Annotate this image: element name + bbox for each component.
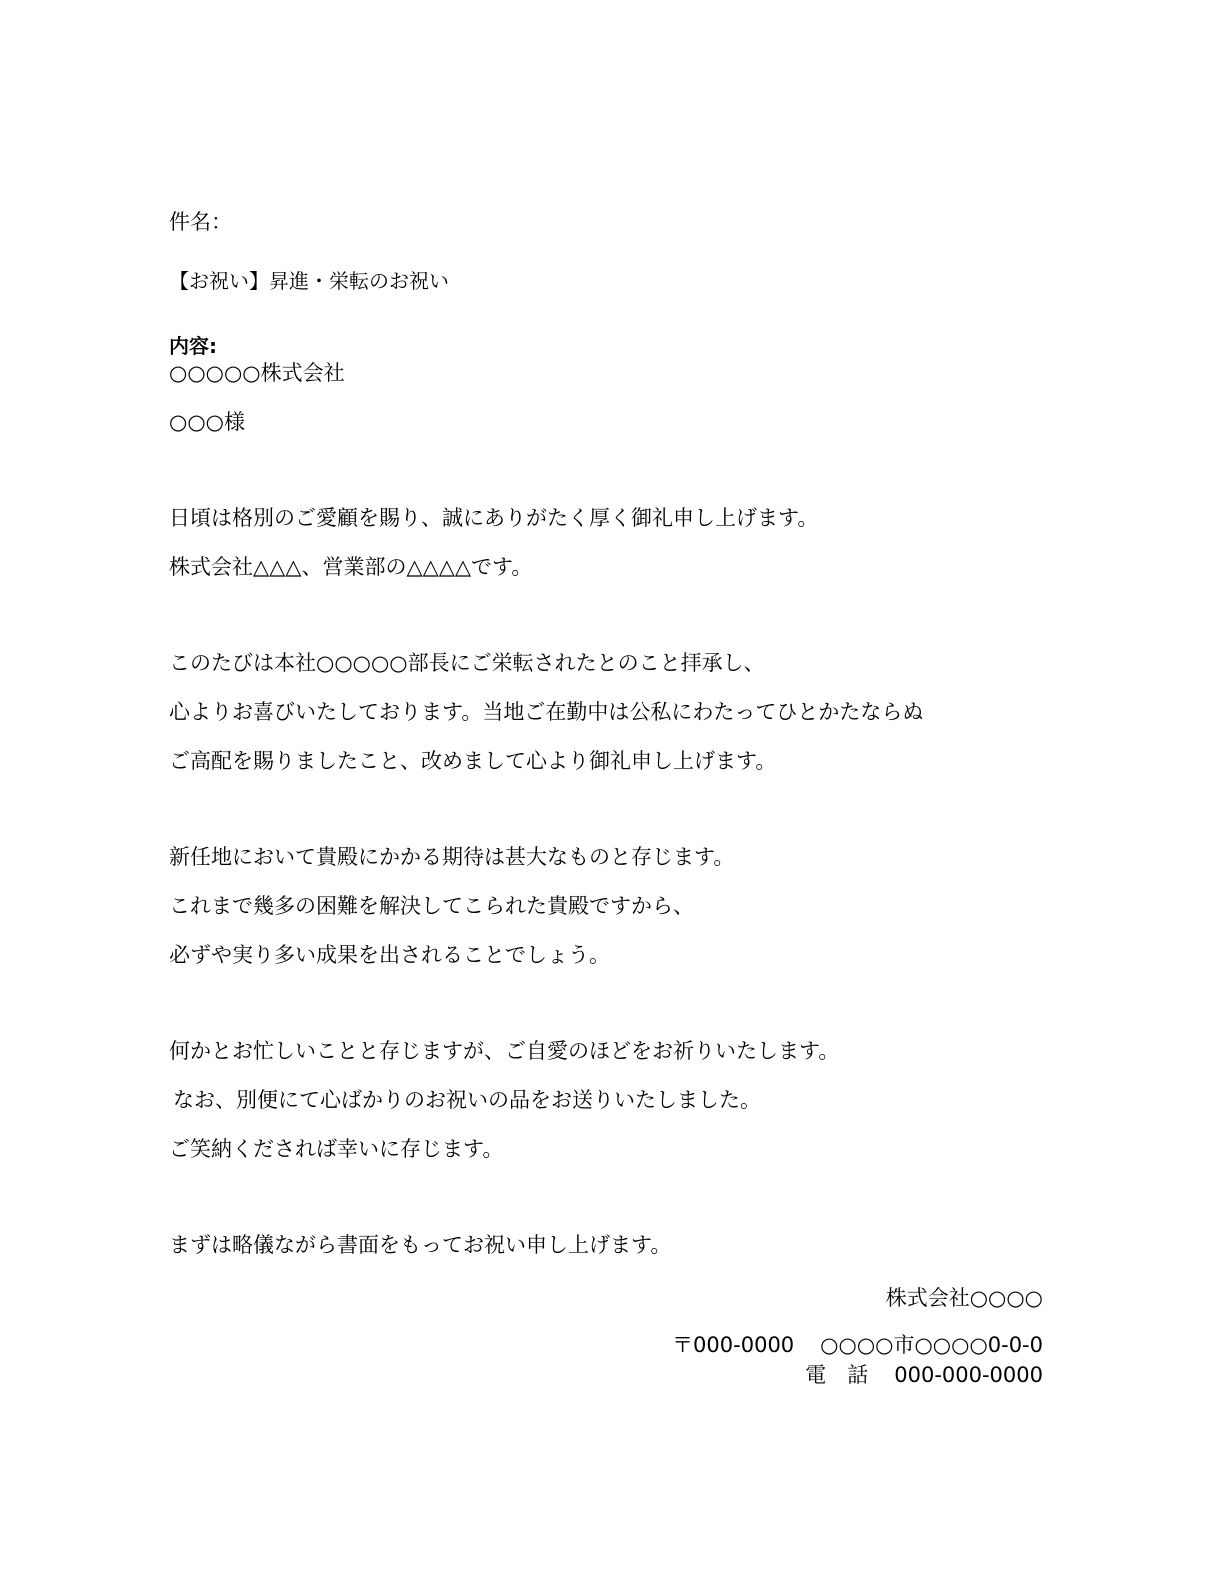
paragraph-2-line-2: これまで幾多の困難を解決してこられた貴殿ですから、: [169, 894, 694, 918]
paragraph-1-line-1: このたびは本社○○○○○部長にご栄転されたとのこと拝承し、: [169, 651, 765, 675]
paragraph-2-line-3: 必ずや実り多い成果を出されることでしょう。: [169, 943, 610, 967]
postal-code: 〒000-0000: [672, 1333, 795, 1357]
closing-line: まずは略儀ながら書面をもってお祝い申し上げます。: [169, 1233, 672, 1257]
paragraph-1-line-3: ご高配を賜りましたこと、改めまして心より御礼申し上げます。: [169, 749, 777, 773]
street-address: ○○○○市○○○○0-0-0: [820, 1333, 1043, 1357]
subject-value: 【お祝い】昇進・栄転のお祝い: [169, 269, 449, 293]
greeting-line-2: 株式会社△△△、営業部の△△△△です。: [169, 555, 533, 579]
greeting-line-1: 日頃は格別のご愛顧を賜り、誠にありがたく厚く御礼申し上げます。: [169, 506, 819, 530]
recipient-person: ○○○様: [169, 410, 245, 434]
subject-label: 件名：: [169, 210, 232, 234]
sender-phone: [805, 1362, 1043, 1388]
paragraph-1-line-2: 心よりお喜びいたしております。当地ご在勤中は公私にわたってひとかたならぬ: [169, 700, 924, 724]
paragraph-2-line-1: 新任地において貴殿にかかる期待は甚大なものと存じます。: [169, 845, 735, 869]
phone-number: 000-000-0000: [894, 1363, 1043, 1387]
paragraph-3-line-2: なお、別便にて心ばかりのお祝いの品をお送りいたしました。: [173, 1088, 761, 1112]
paragraph-3-line-3: ご笑納くだされば幸いに存じます。: [169, 1137, 504, 1161]
paragraph-3-line-1: 何かとお忙しいことと存じますが、ご自愛のほどをお祈りいたします。: [169, 1039, 840, 1063]
sender-address: [672, 1332, 1043, 1358]
recipient-company: ○○○○○株式会社: [169, 361, 345, 385]
sender-company: 株式会社○○○○: [885, 1286, 1043, 1310]
content-label: 内容:: [169, 334, 217, 358]
phone-label: 電 話: [805, 1363, 869, 1387]
